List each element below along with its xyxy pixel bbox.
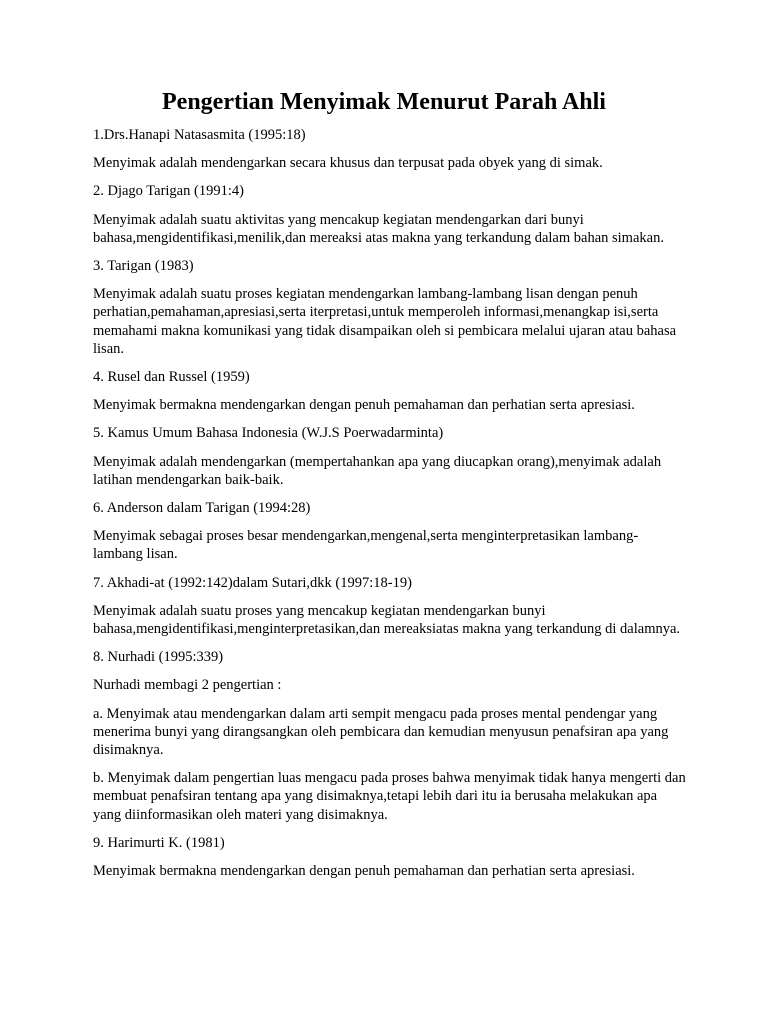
definition-8b: b. Menyimak dalam pengertian luas mengacu pada proses bahwa menyimak tidak hanya mengerti dan membuat penafsiran tentang apa yang disimaknya,tetapi lebih dari itu ia berusaha melakukan apa yang diinformasikan oleh materi yang disimaknya. bbox=[93, 770, 686, 823]
definition-3: Menyimak adalah suatu proses kegiatan mendengarkan lambang-lambang lisan dengan penuh perhatian,pemahaman,apresiasi,serta iterpretasi,untuk memperoleh informasi,menangkap isi,serta memahami makna komunikasi yang tidak disampaikan oleh si pembicara melalui ujaran atau bahasa lisan. bbox=[93, 286, 677, 357]
definition-5: Menyimak adalah mendengarkan (mempertahankan apa yang diucapkan orang),menyimak adalah latihan mendengarkan baik-baik. bbox=[93, 453, 662, 488]
source-heading-1: 1.Drs.Hanapi Natasasmita (1995:18) bbox=[93, 127, 306, 143]
definition-8-intro: Nurhadi membagi 2 pengertian : bbox=[93, 677, 282, 694]
source-heading-9: 9. Harimurti K. (1981) bbox=[93, 834, 225, 851]
definition-1: Menyimak adalah mendengarkan secara khusus dan terpusat pada obyek yang di simak. bbox=[93, 155, 603, 172]
definition-2: Menyimak adalah suatu aktivitas yang mencakup kegiatan mendengarkan dari bunyi bahasa,mengidentifikasi,menilik,dan mereaksi atas makna yang terkandung dalam bahan simakan. bbox=[93, 211, 664, 246]
source-heading-3: 3. Tarigan (1983) bbox=[93, 258, 194, 275]
definition-4: Menyimak bermakna mendengarkan dengan penuh pemahaman dan perhatian serta apresiasi. bbox=[93, 397, 635, 414]
source-heading-7: 7. Akhadi-at (1992:142)dalam Sutari,dkk (1997:18-19) bbox=[93, 574, 412, 591]
definition-8a: a. Menyimak atau mendengarkan dalam arti sempit mengacu pada proses mental pendengar yang menerima bunyi yang dirangsangkan oleh pembicara dan kemudian menyusun penafsiran apa yang disimaknya. bbox=[93, 705, 669, 759]
source-heading-6: 6. Anderson dalam Tarigan (1994:28) bbox=[93, 500, 311, 517]
source-heading-4: 4. Rusel dan Russel (1959) bbox=[93, 369, 250, 386]
source-heading-5: 5. Kamus Umum Bahasa Indonesia (W.J.S Poerwadarminta) bbox=[93, 425, 444, 442]
document-title: Pengertian Menyimak Menurut Parah Ahli bbox=[162, 89, 606, 115]
definition-6: Menyimak sebagai proses besar mendengarkan,mengenal,serta menginterpretasikan lambang-lambang lisan. bbox=[93, 528, 639, 563]
definition-7: Menyimak adalah suatu proses yang mencakup kegiatan mendengarkan bunyi bahasa,mengidentifikasi,menginterpretasikan,dan mereaksiatas makna yang terkandung di dalamnya. bbox=[93, 602, 681, 638]
source-heading-2: 2. Djago Tarigan (1991:4) bbox=[93, 183, 244, 200]
definition-9: Menyimak bermakna mendengarkan dengan penuh pemahaman dan perhatian serta apresiasi. bbox=[93, 863, 635, 880]
source-heading-8: 8. Nurhadi (1995:339) bbox=[93, 649, 224, 666]
